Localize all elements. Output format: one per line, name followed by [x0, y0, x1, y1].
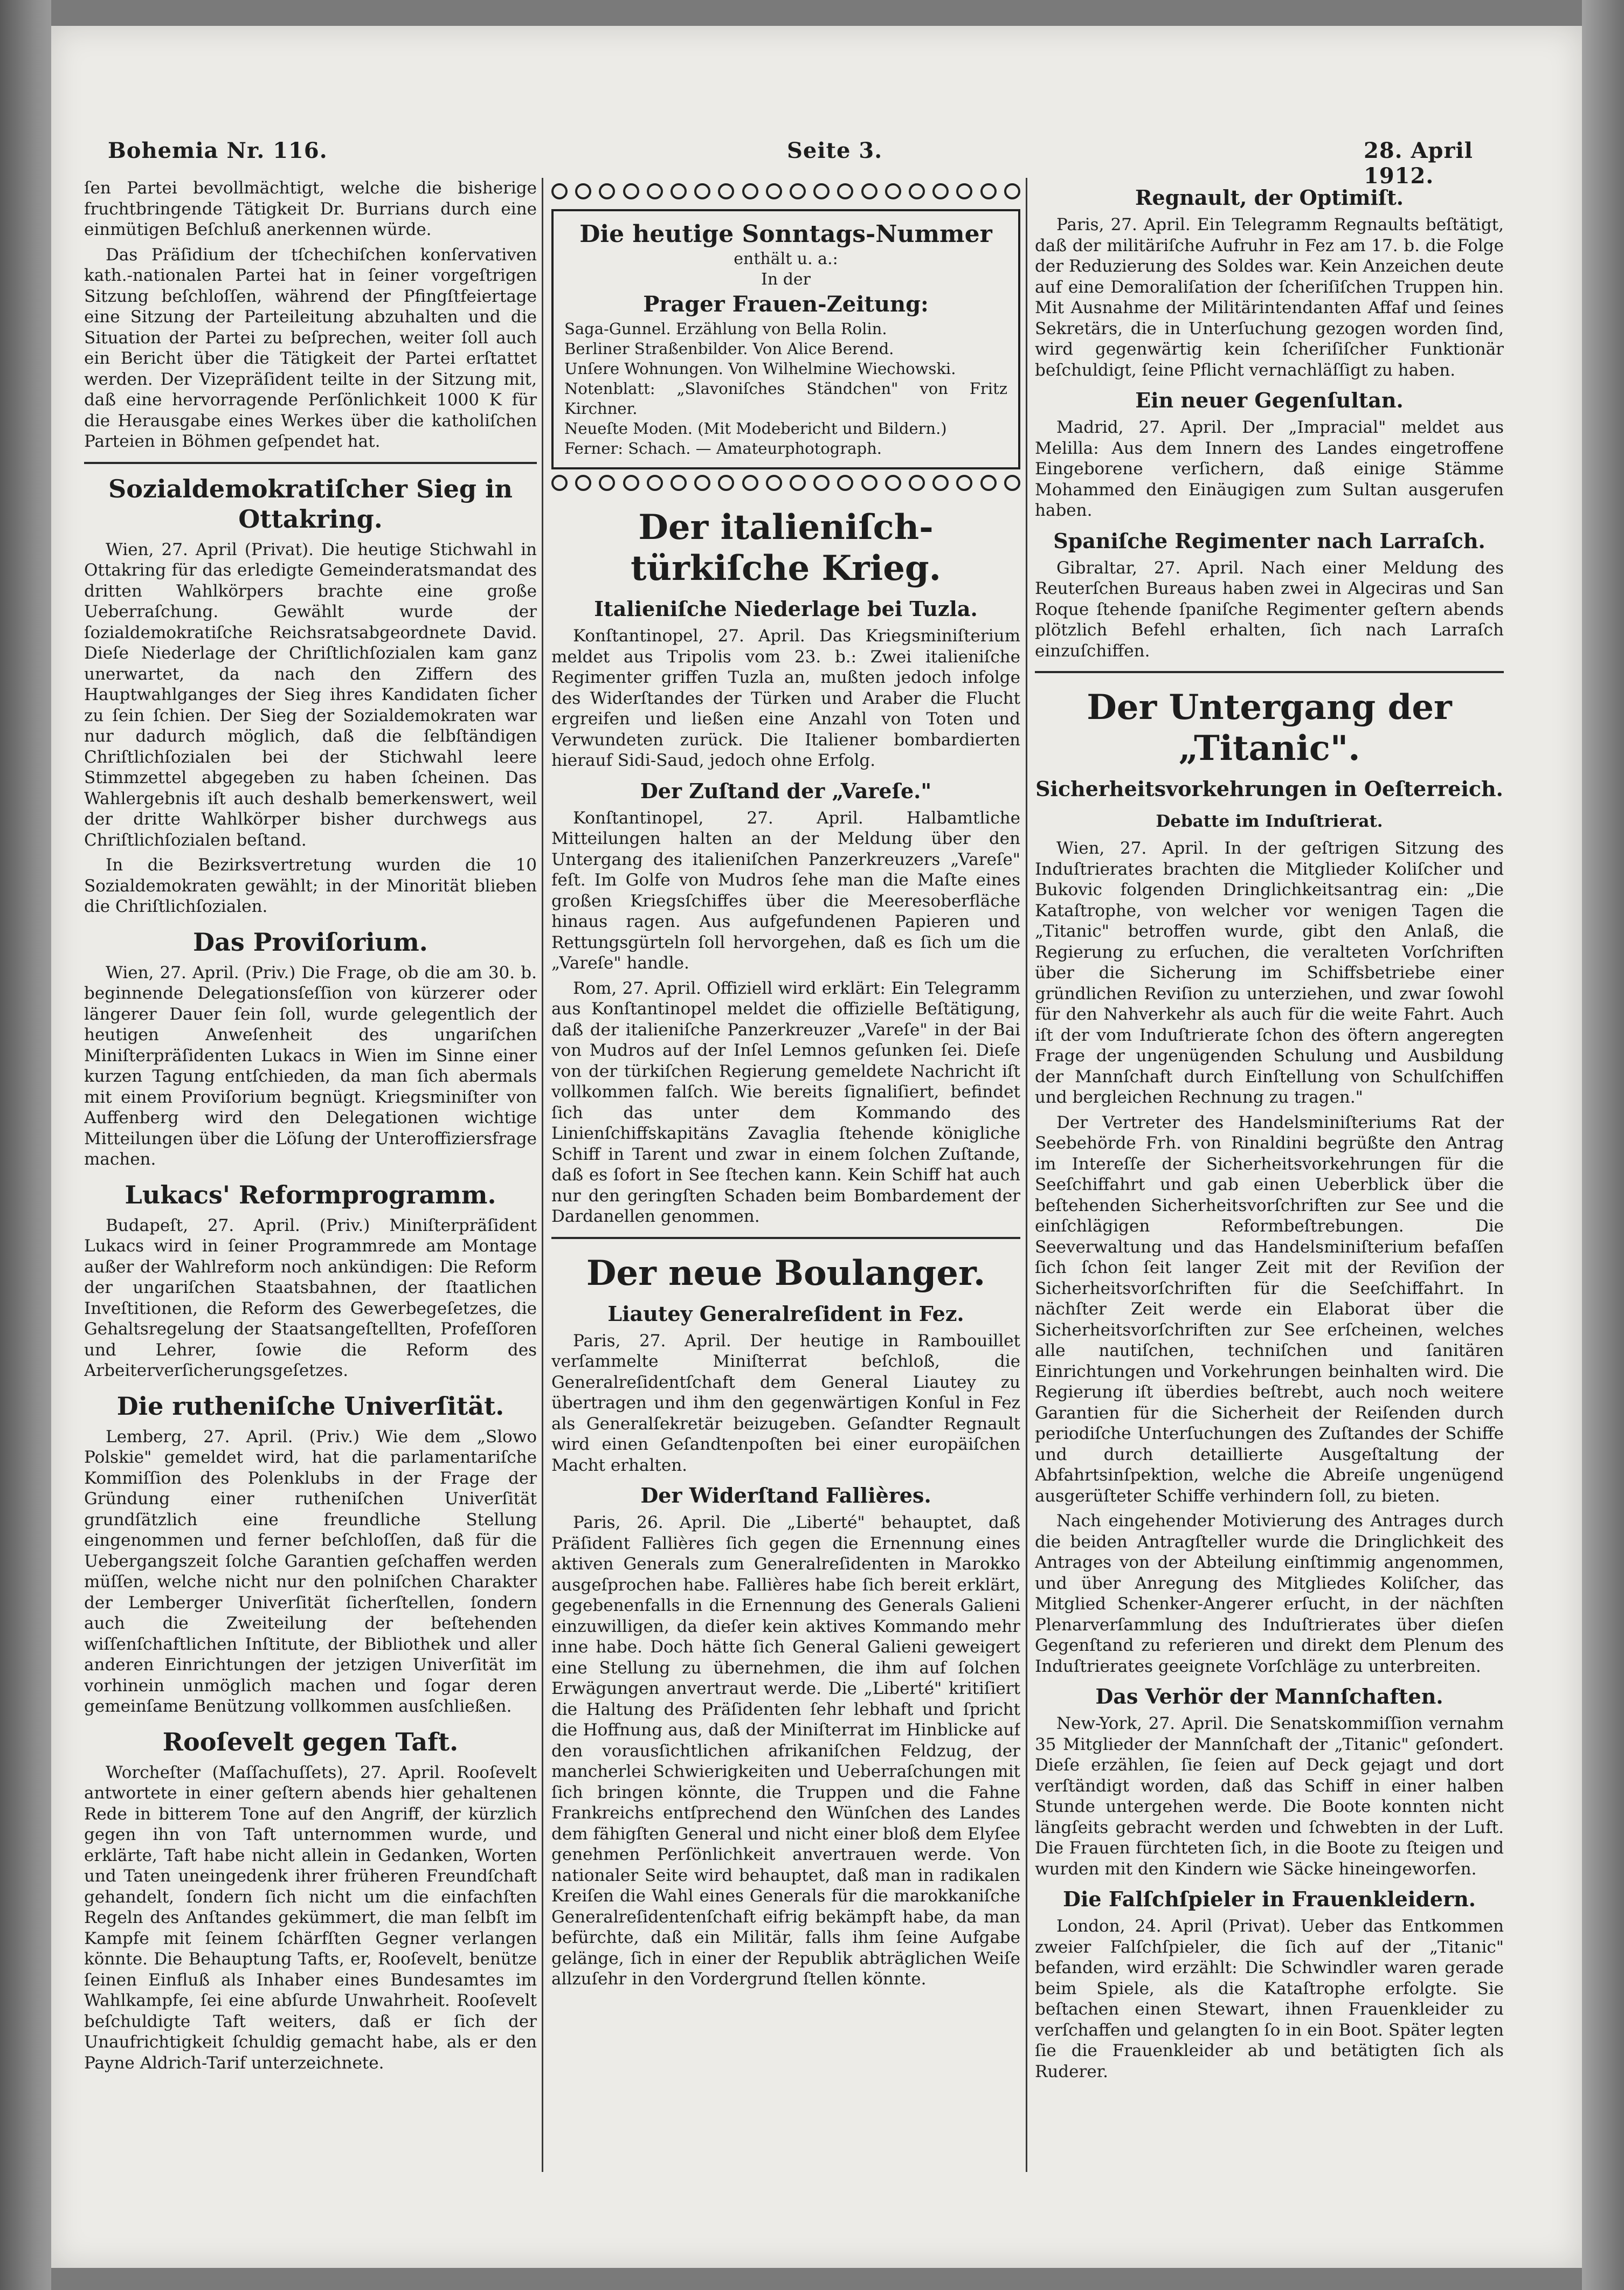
headline-main: Der Untergang der „Titanic".	[1087, 687, 1452, 769]
paragraph: London, 24. April (Privat). Ueber das Entkommen zweier Falſchſpieler, die ſich auf der „Titanic" befanden, wird erzählt: Die Schwindler waren gerade beim Spiele, als die Kataſtrophe erfolgte. Sie beſtachen einen Stewart, ihnen Frauenkleider zu verſchaffen und gelangten ſo in ein Boot. Später legten ſie die Frauenkleider ab und betätigten ſich als Ruderer.	[1035, 1917, 1504, 2081]
headline: Die rutheniſche Univerſität.	[116, 1391, 505, 1421]
notice-subtitle: enthält u. a.:	[734, 250, 838, 268]
divider	[551, 1237, 1020, 1239]
column-3	[1035, 178, 1504, 2183]
headline: Lukacs' Reformprogramm.	[125, 1180, 496, 1209]
subheadline: Die Falſchſpieler in Frauenkleidern.	[1063, 1887, 1476, 1911]
sunday-edition-notice	[551, 209, 1020, 469]
subheadline: Das Verhör der Mannſchaften.	[1095, 1684, 1443, 1708]
subheadline: Der Widerſtand Fallières.	[640, 1483, 931, 1507]
paragraph: ſen Partei bevollmächtigt, welche die bisherige fruchtbringende Tätigkeit Dr. Burrians durch eine einmütigen Beſchluß anerkennen würde.	[84, 178, 537, 239]
paragraph: In die Bezirksvertretung wurden die 10 Sozialdemokraten gewählt; in der Minorität blieben die Chriſtlichſozialen.	[84, 855, 537, 916]
subheadline: Der Zuſtand der „Vareſe."	[640, 778, 932, 803]
notice-line: Unſere Wohnungen. Von Wilhelmine Wiechowski.	[564, 359, 956, 378]
paragraph: Der Vertreter des Handelsminiſteriums Rat der Seebehörde Frh. von Rinaldini begrüßte den Antrag im Intereſſe der Sicherheitsvorkehrungen für die Seeſchiffahrt und gab einen Ueberblick über die beſtehenden Sicherheitsvorſchriften zur See und die einſchlägigen Reformbeſtrebungen. Die Seeverwaltung und das Handelsminiſterium befaſſen ſich ſchon ſeit langer Zeit mit der Reviſion der Sicherheitsvorſchriften für die Seeſchiffahrt. In nächſter Zeit werde ein Elaborat über die Sicherheitsvorſchriften zur See erſcheinen, welches alle nautiſchen, techniſchen und ſanitären Einrichtungen und Vorkehrungen beinhalten wird. Die Regierung iſt überdies beſtrebt, auch noch weitere Garantien für die Sicherheit der Reiſenden durch periodiſche Unterſuchungen des Zuſtandes der Schiffe und durch detaillierte Ausgeſtaltung der Abfahrtsinſpektion, welche die Abreiſe ungenügend ausgerüſteter Schiffe verhindern ſoll, zu bieten.	[1035, 1112, 1504, 1506]
masthead	[75, 120, 1488, 189]
subheadline-small: Debatte im Induſtrierat.	[1156, 812, 1383, 831]
notice-line: Berliner Straßenbilder. Von Alice Berend.	[564, 340, 894, 358]
paragraph: Nach eingehender Motivierung des Antrages durch die beiden Antragſteller wurde die Dringlichkeit des Antrages von der Abteilung einſtimmig angenommen, und über Anregung des Mitgliedes Koliſcher, das Mitglied Schenker-Angerer erſucht, in der nächſten Plenarverſammlung des Induſtrierates über dieſen Gegenſtand zu referieren und direkt dem Plenum des Induſtrierates geeignete Vorſchläge zu unterbreiten.	[1035, 1511, 1504, 1676]
subheadline: Italieniſche Niederlage bei Tuzla.	[594, 597, 978, 621]
subheadline: Spaniſche Regimenter nach Larraſch.	[1053, 528, 1485, 553]
divider	[84, 462, 537, 464]
subheadline: Liautey Generalreſident in Fez.	[607, 1301, 964, 1326]
paragraph: Gibraltar, 27. April. Nach einer Meldung des Reuterſchen Bureaus haben zwei in Algeciras und San Roque ſtehende ſpaniſche Regimenter geſtern abends plötzlich Befehl erhalten, ſich nach Larraſch einzuſchiffen.	[1035, 558, 1504, 661]
notice-line: Notenblatt: „Slavoniſches Ständchen" von Fritz Kirchner.	[564, 379, 1007, 418]
paragraph: Lemberg, 27. April. (Priv.) Wie dem „Slowo Polskie" gemeldet wird, hat die parlamentariſche Kommiſſion des Polenklubs in der Frage der Gründung einer rutheniſchen Univerſität grundſätzlich eine freundliche Stellung eingenommen und ferner beſchloſſen, daß für die Uebergangszeit ſolche Garantien geſchaffen werden müſſen, welche nicht nur den polniſchen Charakter der Lemberger Univerſität ſicherſtellen, ſondern auch die Zweiteilung der beſtehenden wiſſenſchaftlichen Inſtitute, der Bibliothek und aller anderen Einrichtungen der jetzigen Univerſität im vorhinein unmöglich machen und ſogar deren gemeinſame Benützung vollkommen ausſchließen.	[84, 1427, 537, 1716]
paragraph: Paris, 27. April. Ein Telegramm Regnaults beſtätigt, daß der militäriſche Aufruhr in Fez am 17. b. die Folge der Reduzierung des Soldes war. Kein Anzeichen deute auf eine Demoraliſation der ſcheriſiſchen Truppen hin. Mit Ausnahme der Militärintendanten Affaf und ſeines Sekretärs, die in Unterſuchung gezogen worden ſind, wird gegenwärtig kein ſcheriſiſcher Funktionär beſchuldigt, ſeine Pflicht vernachläſſigt zu haben.	[1035, 215, 1504, 380]
column-1	[84, 178, 537, 2183]
paragraph: Budapeſt, 27. April. (Priv.) Miniſterpräſident Lukacs wird in ſeiner Programmrede am Montage außer der Wahlreform noch ankündigen: Die Reform der ungariſchen Staatsbahnen, der ſtaatlichen Inveſtitionen, die Reform des Gewerbegeſetzes, die Gehaltsregelung der Staatsangeſtellten, Profeſſoren und Lehrer, ſowie die Reform des Arbeiterverſicherungsgeſetzes.	[84, 1215, 537, 1380]
notice-paper-name: Prager Frauen-Zeitung:	[643, 292, 929, 317]
subheadline: Sicherheitsvorkehrungen in Oeſterreich.	[1035, 777, 1503, 801]
notice-title: Die heutige Sonntags-Nummer	[579, 220, 992, 248]
headline: Sozialdemokratiſcher Sieg in Ottakring.	[108, 474, 513, 534]
page-right-edge	[1582, 0, 1624, 2290]
masthead-issue: Bohemia Nr. 116.	[108, 138, 328, 163]
notice-line: Neueſte Moden. (Mit Modebericht und Bildern.)	[564, 419, 947, 438]
paragraph: Worcheſter (Maſſachuſſets), 27. April. Rooſevelt antwortete in einer geſtern abends hier gehaltenen Rede in bitterem Tone auf den Angriff, der kürzlich gegen ihn von Taft unternommen wurde, und erklärte, Taft habe nicht allein in Gedanken, Worten und Taten uneingedenk ihrer früheren Freundſchaft gehandelt, ſondern ſich nicht um die einfachſten Regeln des Anſtandes gekümmert, die man ſelbſt im Kampfe mit ſeinem ſchärfſten Gegner verlangen könnte. Die Behauptung Tafts, er, Rooſevelt, benütze ſeinen Einfluß als Inhaber eines Bundesamtes im Wahlkampfe, ſei eine abſurde Unwahrheit. Rooſevelt beſchuldigte Taft weiters, daß er ſich der Unaufrichtigkeit ſchuldig gemacht habe, als er den Payne Aldrich-Tarif unterzeichnete.	[84, 1762, 537, 2073]
subheadline: Ein neuer Gegenſultan.	[1135, 388, 1404, 412]
column-2	[551, 178, 1020, 2183]
paragraph: Paris, 26. April. Die „Liberté" behauptet, daß Präſident Fallières ſich gegen die Ernennung eines aktiven Generals zum Generalreſidenten in Marokko ausgeſprochen habe. Fallières habe ſich bereit erklärt, gegebenenfalls in die Ernennung des Generals Galieni einzuwilligen, da dieſer kein aktives Kommando mehr inne habe. Doch hätte ſich General Galieni geweigert eine Stellung zu übernehmen, die ihm auf ſolchen Erwägungen anvertraut werde. Die „Liberté" kritiſiert die Haltung des Präſidenten ſehr lebhaft und ſpricht die Hoffnung aus, daß der Miniſterrat im Hinblicke auf den vorausſichtlichen afrikaniſchen Feldzug, der mancherlei Schwierigkeiten und Ueberraſchungen mit ſich bringen könnte, die Truppen und die Fahne Frankreichs entſprechend den Wünſchen des Landes dem fähigſten General und nicht einer bloß dem Elyſee genehmen Perſönlichkeit anvertrauen werde. Von nationaler Seite wird behauptet, daß man in radikalen Kreiſen die Wahl eines Generals für die marokkaniſche Generalreſidentenſchaft eifrig bekämpft habe, da man befürchte, daß ein Militär, falls ihm ſeine Aufgabe gelänge, ſich in einer der Republik abträglichen Weiſe allzuſehr in den Vordergrund ſtellen könnte.	[551, 1513, 1020, 1989]
headline-main: Der italieniſch-türkiſche Krieg.	[631, 507, 941, 589]
paragraph: Wien, 27. April (Privat). Die heutige Stichwahl in Ottakring für das erledigte Gemeinderatsmandat des dritten Wahlkörpers brachte eine große Ueberraſchung. Gewählt wurde der ſozialdemokratiſche Reichsratsabgeordnete David. Dieſe Niederlage der Chriſtlichſozialen kam ganz unerwartet, da nach den Ziffern des Hauptwahlganges der Sieg ihres Kandidaten ſicher zu ſein ſchien. Der Sieg der Sozialdemokraten war nur dadurch möglich, daß die ſelbſtändigen Chriſtlichſozialen bei der Stichwahl leere Stimmzettel abgegeben zu haben ſcheinen. Das Wahlergebnis iſt auch deshalb bemerkenswert, weil der dritte Wahlkörper bisher durchwegs aus Chriſtlichſozialen beſtand.	[84, 539, 537, 850]
masthead-page-number: Seite 3.	[787, 138, 883, 163]
paragraph: New-York, 27. April. Die Senatskommiſſion vernahm 35 Mitglieder der Mannſchaft der „Titanic" geſondert. Dieſe erzählen, ſie ſeien auf Deck gejagt und dort verſtändigt worden, daß das Schiff in einer halben Stunde untergehen werde. Die Boote konnten nicht längſeits gebracht werden und ſchwebten in der Luft. Die Frauen fürchteten ſich, in die Boote zu ſteigen und wurden mit den Kindern wie Säcke hineingeworfen.	[1035, 1714, 1504, 1879]
notice-line: Saga-Gunnel. Erzählung von Bella Rolin.	[564, 320, 887, 338]
masthead-date: 28. April 1912.	[1364, 138, 1473, 189]
book-binding-edge	[0, 0, 51, 2290]
paragraph: Madrid, 27. April. Der „Impracial" meldet aus Melilla: Aus dem Innern des Landes eingetroffene Eingeborene verſichern, daß einige Stämme Mohammed den Einäugigen zum Sultan ausgerufen haben.	[1035, 418, 1504, 520]
ornament-border-bottom	[551, 475, 1020, 493]
column-rule-1	[542, 178, 543, 2172]
headline-main: Der neue Boulanger.	[586, 1253, 986, 1293]
subheadline: Regnault, der Optimiſt.	[1135, 185, 1404, 210]
paragraph: Wien, 27. April. In der geſtrigen Sitzung des Induſtrierates brachten die Mitglieder Koliſcher und Bukovic folgenden Dringlichkeitsantrag ein: „Die Kataſtrophe, von welcher vor wenigen Tagen die „Titanic" betroffen wurde, gibt den Anlaß, die Regierung zu erſuchen, die veralteten Vorſchriften über die Sicherung im Schiffsbetriebe einer gründlichen Reviſion zu unterziehen, und zwar ſowohl für den Nahverkehr als auch für die weite Fahrt. Auch iſt der vom Induſtrierate ſchon des öftern angeregten Frage der ungenügenden Schulung und Ausbildung der Mannſchaft durch Einſtellung von Schulſchiffen und bergleichen Rechnung zu tragen."	[1035, 839, 1504, 1107]
paragraph: Rom, 27. April. Offiziell wird erklärt: Ein Telegramm aus Konſtantinopel meldet die offizielle Beſtätigung, daß der italieniſche Panzerkreuzer „Vareſe" in der Bai von Mudros auf der Inſel Lemnos geſunken ſei. Dieſe von der türkiſchen Regierung gemeldete Nachricht iſt vollkommen falſch. Wie bereits ſignaliſiert, befindet ſich das unter dem Kommando des Linienſchiffskapitäns Zavaglia ſtehende königliche Schiff in Tarent und zwar in einem ſolchen Zuſtande, daß es ſofort in See ſtechen kann. Kein Schiff hat auch nur den geringſten Schaden beim Bombardement der Dardanellen genommen.	[551, 978, 1020, 1226]
paragraph: Wien, 27. April. (Priv.) Die Frage, ob die am 30. b. beginnende Delegationsſeſſion von kürzerer oder längerer Dauer ſein ſoll, wurde gelegentlich der heutigen Anweſenheit des ungariſchen Miniſterpräſidenten Lukacs in Wien im Sinne einer kurzen Tagung entſchieden, da man ſich abermals mit einem Proviſorium begnügt. Kriegsminiſter von Auffenberg wird den Delegationen wichtige Mitteilungen über die Löſung der Unteroffiziersfrage machen.	[84, 963, 537, 1169]
headline: Rooſevelt gegen Taft.	[162, 1727, 459, 1756]
ornament-border-top	[551, 183, 1020, 202]
notice-line: Ferner: Schach. — Amateurphotograph.	[564, 439, 882, 458]
divider	[1035, 671, 1504, 673]
paragraph: Konſtantinopel, 27. April. Halbamtliche Mitteilungen halten an der Meldung über den Untergang des italieniſchen Panzerkreuzers „Vareſe" feſt. Im Golfe von Mudros ſehe man die Maſte eines großen Kriegsſchiffes über die Meeresoberfläche hinaus ragen. Aus aufgefundenen Papieren und Rettungsgürteln ſoll hervorgehen, daß es ſich um die „Vareſe" handle.	[551, 808, 1020, 973]
paragraph: Das Präſidium der tſchechiſchen konſervativen kath.-nationalen Partei hat in ſeiner vorgeſtrigen Sitzung beſchloſſen, während der Pfingſtfeiertage eine Sitzung der Parteileitung abzuhalten und die Situation der Partei zu beſprechen, weiter ſoll auch ein Bericht über die Tätigkeit der Partei erſtattet werden. Der Vizepräſident teilte in der Sitzung mit, daß eine hervorragende Perſönlichkeit 1000 K für die Herausgabe eines Werkes über die katholiſchen Parteien in Böhmen geſpendet hat.	[84, 245, 537, 451]
paragraph: Konſtantinopel, 27. April. Das Kriegsminiſterium meldet aus Tripolis vom 23. b.: Zwei italieniſche Regimenter griffen Tuzla an, mußten jedoch infolge des Widerſtandes der Türken und Araber die Flucht ergreifen und ließen eine Anzahl von Toten und Verwundeten zurück. Die Italiener bombardierten hierauf Sidi-Saud, jedoch ohne Erfolg.	[551, 626, 1020, 770]
column-rule-2	[1026, 178, 1027, 2172]
paragraph: Paris, 27. April. Der heutige in Rambouillet verſammelte Miniſterrat beſchloß, die Generalreſidentſchaft dem General Liautey zu übertragen und ihm den gegenwärtigen Konſul in Fez als Generalſekretär beizugeben. Geſandter Regnault wird einen Geſandtenpoſten bei einer europäiſchen Macht erhalten.	[551, 1331, 1020, 1475]
notice-subtitle: In der	[761, 270, 811, 289]
headline: Das Proviſorium.	[193, 927, 428, 957]
